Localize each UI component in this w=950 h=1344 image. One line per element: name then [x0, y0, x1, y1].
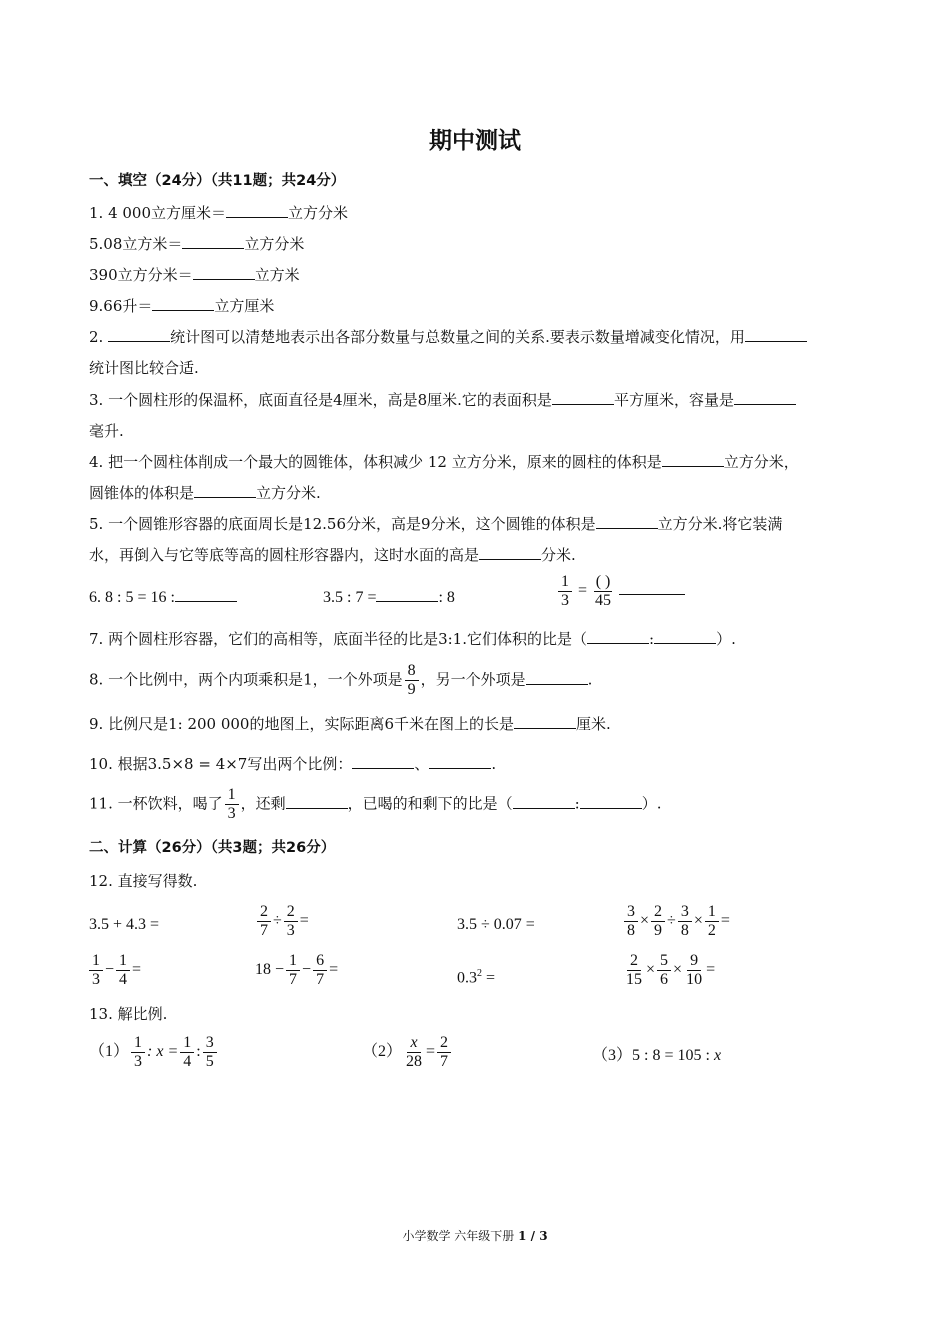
question-6b: 3.5 : 7 = : 8 — [323, 589, 455, 606]
question-8: 8. 一个比例中，两个内项乘积是1，一个外项是 $\frac{8}{9}$ ，另一个外项是 . — [89, 662, 593, 698]
answer-blank[interactable] — [662, 452, 724, 467]
answer-blank[interactable] — [745, 327, 807, 342]
fraction: $\frac{( )}{45}$ — [595, 573, 612, 609]
expression-12-8: $\frac{2}{15}$ × $\frac{5}{6}$ × $\frac{9}{10}$ = — [626, 952, 716, 988]
question-6a: 6. 8 : 5 = 16 : — [89, 587, 237, 608]
answer-blank[interactable] — [514, 714, 576, 729]
proportion-13-3: （3）5 : 8 = 105 : x — [592, 1047, 722, 1064]
answer-blank[interactable] — [596, 514, 658, 529]
question-5-line2: 水，再倒入与它等底等高的圆柱形容器内，这时水面的高是 分米. — [89, 546, 576, 564]
answer-blank[interactable] — [194, 483, 256, 498]
answer-blank[interactable] — [734, 390, 796, 405]
section-1-heading: 一、填空（24分）（共11题；共24分） — [89, 173, 346, 189]
answer-blank[interactable] — [580, 794, 642, 809]
expression-12-4: $\frac{3}{8}$ × $\frac{2}{9}$ ÷ $\frac{3}{8}$ × $\frac{1}{2}$ = — [622, 903, 730, 940]
page-footer: 小学数学 六年级下册 1 / 3 — [402, 1229, 548, 1243]
fraction: $\frac{1}{3}$ — [558, 573, 572, 610]
answer-blank[interactable] — [654, 629, 716, 644]
question-12-label: 12. 直接写得数. — [89, 872, 198, 890]
question-1d: 9.66升＝ 立方厘米 — [89, 297, 275, 315]
question-6c: $\frac{1}{3}$ = $\frac{( )}{45}$ — [556, 573, 685, 610]
proportion-13-1: （1） $\frac{1}{3}$ : x = $\frac{1}{4}$ : $\frac{3}{5}$ — [89, 1034, 219, 1071]
expression-12-3: 3.5 ÷ 0.07 = — [457, 916, 535, 933]
fraction: $\frac{1}{3}$ — [225, 786, 239, 823]
expression-12-2: $\frac{2}{7}$ ÷ $\frac{2}{3}$ = — [255, 903, 309, 940]
answer-blank[interactable] — [108, 327, 170, 342]
question-1a: 1. 4 000立方厘米＝ 立方分米 — [89, 204, 349, 222]
question-1b: 5.08立方米＝ 立方分米 — [89, 235, 305, 253]
answer-blank[interactable] — [587, 629, 649, 644]
question-5-line1: 5. 一个圆锥形容器的底面周长是12.56分米，高是9分米，这个圆锥的体积是 立方分米.将它装满 — [89, 515, 783, 533]
question-3-line2: 毫升. — [89, 422, 124, 440]
question-4-line1: 4. 把一个圆柱体削成一个最大的圆锥体，体积减少 12 立方分米，原来的圆柱的体积是 立方分米， — [89, 453, 799, 471]
question-1c: 390立方分米＝ 立方米 — [89, 266, 300, 284]
answer-blank[interactable] — [286, 794, 348, 809]
section-2-heading: 二、计算（26分）（共3题；共26分） — [89, 840, 336, 856]
answer-blank[interactable] — [152, 296, 214, 311]
question-9: 9. 比例尺是1: 200 000的地图上，实际距离6千米在图上的长是 厘米. — [89, 715, 611, 733]
answer-blank[interactable] — [479, 545, 541, 560]
answer-blank[interactable] — [182, 234, 244, 249]
expression-12-5: $\frac{1}{3}$ − $\frac{1}{4}$ = — [87, 952, 141, 989]
question-11: 11. 一杯饮料，喝了 $\frac{1}{3}$ ，还剩 ，已喝的和剩下的比是（ : ）. — [89, 786, 662, 822]
answer-blank[interactable] — [376, 587, 438, 602]
question-10: 10. 根据3.5×8 = 4×7写出两个比例： 、 . — [89, 755, 497, 773]
page-number: 1 / 3 — [518, 1229, 548, 1243]
answer-blank[interactable] — [619, 580, 685, 595]
proportion-13-2: （2） $\frac{x}{28}$ = $\frac{2}{7}$ — [362, 1034, 453, 1071]
question-7: 7. 两个圆柱形容器，它们的高相等，底面半径的比是3:1.它们体积的比是（ : ）. — [89, 630, 736, 648]
fraction: $\frac{8}{9}$ — [405, 662, 419, 699]
page-title: 期中测试 — [429, 127, 521, 154]
answer-blank[interactable] — [552, 390, 614, 405]
question-4-line2: 圆锥体的体积是 立方分米. — [89, 484, 321, 502]
answer-blank[interactable] — [526, 670, 588, 685]
answer-blank[interactable] — [193, 265, 255, 280]
answer-blank[interactable] — [352, 754, 414, 769]
answer-blank[interactable] — [429, 754, 491, 769]
question-3-line1: 3. 一个圆柱形的保温杯，底面直径是4厘米，高是8厘米.它的表面积是 平方厘米，容量是 — [89, 390, 796, 410]
question-13-label: 13. 解比例. — [89, 1005, 168, 1023]
question-2-line2: 统计图比较合适. — [89, 359, 199, 377]
answer-blank[interactable] — [226, 203, 288, 218]
expression-12-6: 18 − $\frac{1}{7}$ − $\frac{6}{7}$ = — [255, 952, 339, 988]
question-2-line1: 2. 统计图可以清楚地表示出各部分数量与总数量之间的关系.要表示数量增减变化情况，用 — [89, 327, 807, 347]
expression-12-7: $0.3^2$ = — [457, 968, 496, 987]
answer-blank[interactable] — [175, 587, 237, 602]
expression-12-1: 3.5 + 4.3 = — [89, 916, 160, 933]
answer-blank[interactable] — [513, 794, 575, 809]
